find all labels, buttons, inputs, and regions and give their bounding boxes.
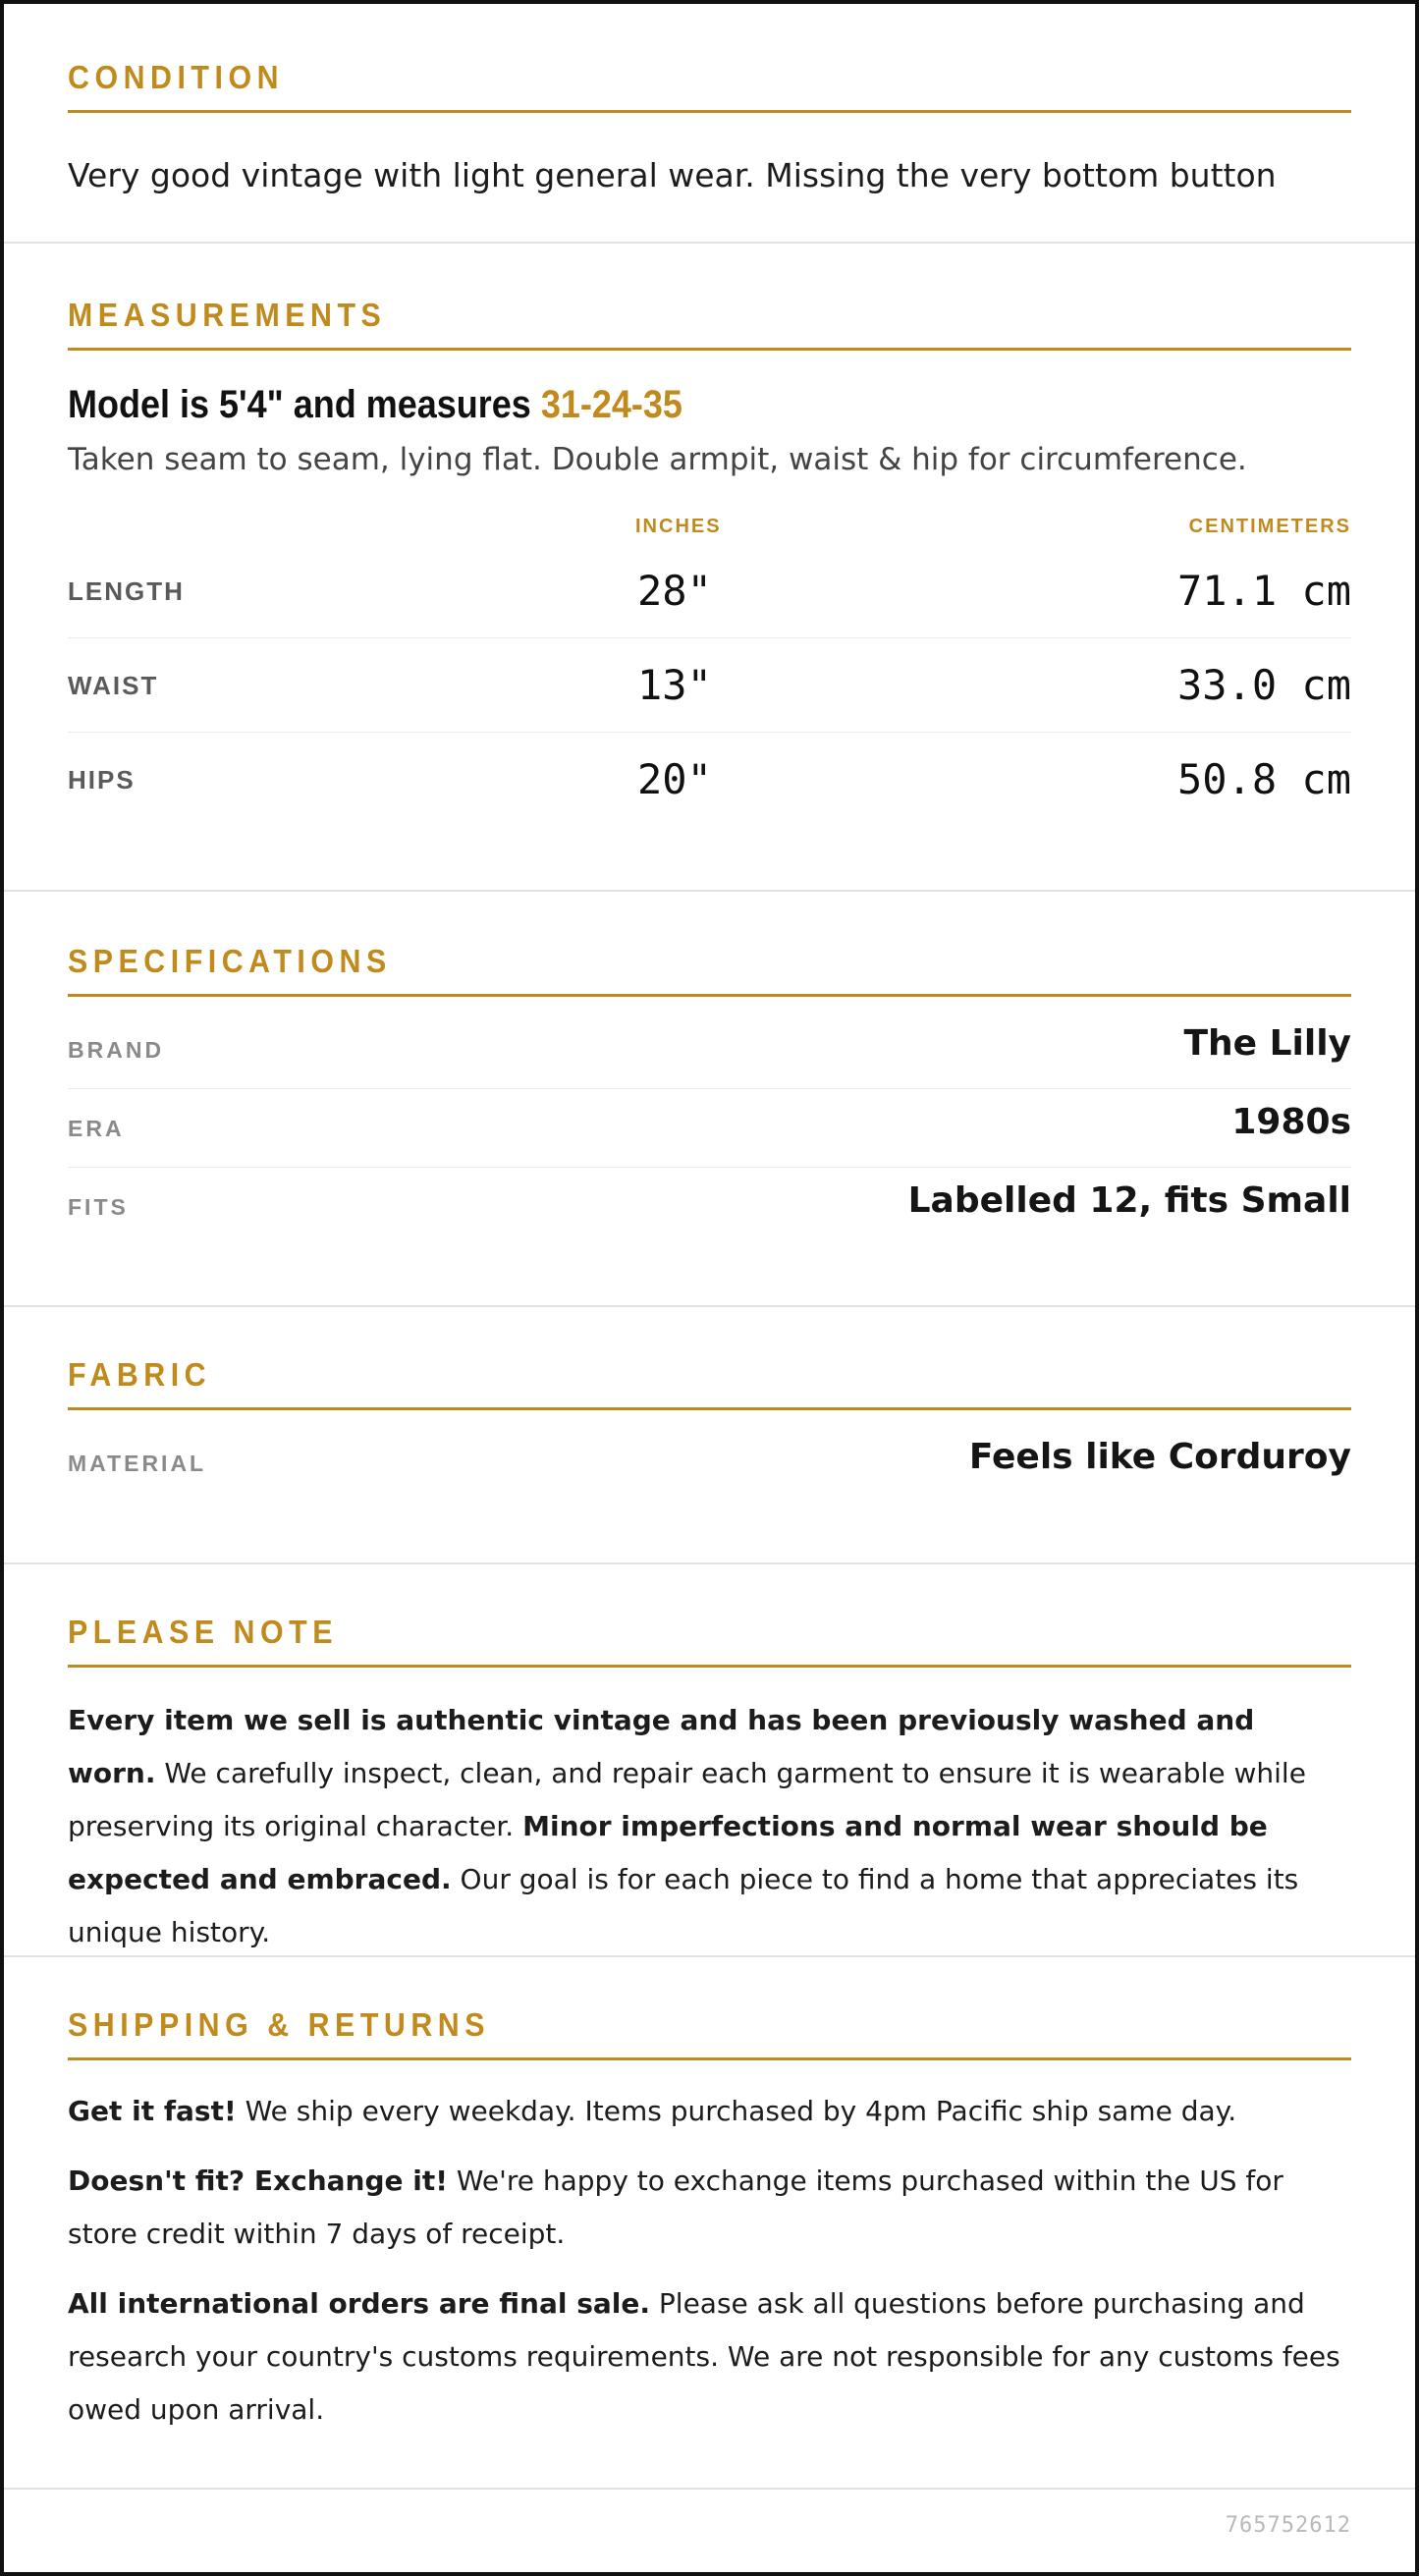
please-note-text <box>68 1694 1351 1959</box>
shipping-bold: Doesn't fit? Exchange it! <box>68 2165 448 2197</box>
spec-label: MATERIAL <box>68 1451 207 1476</box>
measurement-label: LENGTH <box>68 576 185 606</box>
measurement-cm: 71.1 cm <box>1176 567 1351 615</box>
measurement-inches: 28" <box>637 567 712 615</box>
fabric-section <box>4 1307 1415 1564</box>
specifications-section <box>4 892 1415 1307</box>
measurement-label: HIPS <box>68 765 136 795</box>
shipping-paragraph-exchange <box>68 2155 1351 2261</box>
spec-row-fits <box>68 1167 1351 1245</box>
please-note-rule <box>68 1665 1351 1668</box>
model-prefix: Model is 5'4" and measures <box>68 383 541 426</box>
model-measures: 31-24-35 <box>540 383 682 426</box>
inches-column-header: INCHES <box>635 516 722 537</box>
measurement-row-length <box>68 543 1351 638</box>
spec-label: FITS <box>68 1194 129 1220</box>
measurements-note: Taken seam to seam, lying flat. Double armpit, waist & hip for circumference. <box>68 442 1247 477</box>
spec-row-brand <box>68 1010 1351 1089</box>
spec-value: 1980s <box>1231 1102 1351 1142</box>
please-note-heading: PLEASE NOTE <box>68 1614 338 1650</box>
fabric-rule <box>68 1407 1351 1410</box>
please-note-section <box>4 1564 1415 1957</box>
spec-label: ERA <box>68 1116 125 1141</box>
condition-section <box>4 4 1415 244</box>
condition-text: Very good vintage with light general wear. Missing the very bottom button <box>68 156 1277 194</box>
measurement-row-hips <box>68 732 1351 826</box>
spec-value: Labelled 12, fits Small <box>907 1180 1351 1221</box>
please-note-text-2: Our goal is for each piece to find a home that appreciates its unique history. <box>68 1863 1299 1948</box>
shipping-bold: Get it fast! <box>68 2095 237 2127</box>
spec-value: The Lilly <box>1183 1023 1351 1064</box>
spec-label: BRAND <box>68 1037 165 1063</box>
please-note-bold-1: Every item we sell is authentic vintage and has been previously washed and worn. <box>68 1704 1255 1789</box>
please-note-text-1: We carefully inspect, clean, and repair each garment to ensure it is wearable while preserving its original character. <box>68 1757 1306 1842</box>
shipping-bold: All international orders are final sale. <box>68 2287 651 2320</box>
footer <box>4 2490 1415 2568</box>
measurement-row-waist <box>68 637 1351 733</box>
measurement-cm: 33.0 cm <box>1176 661 1351 709</box>
shipping-text: We ship every weekday. Items purchased by 4pm Pacific ship same day. <box>236 2095 1237 2127</box>
measurement-label: WAIST <box>68 671 159 700</box>
shipping-rule <box>68 2057 1351 2060</box>
shipping-paragraphs <box>68 2085 1351 2437</box>
shipping-paragraph-fast <box>68 2085 1351 2138</box>
fabric-heading: FABRIC <box>68 1356 212 1393</box>
spec-row-material <box>68 1423 1351 1502</box>
model-info <box>68 383 682 427</box>
measurements-table <box>68 516 1351 810</box>
condition-heading: CONDITION <box>68 59 285 95</box>
measurement-inches: 13" <box>637 661 712 709</box>
specifications-heading: SPECIFICATIONS <box>68 943 392 979</box>
specifications-rule <box>68 994 1351 997</box>
spec-value: Feels like Corduroy <box>968 1437 1351 1477</box>
cm-column-header: CENTIMETERS <box>1188 516 1351 537</box>
measurements-rule <box>68 348 1351 351</box>
shipping-section <box>4 1957 1415 2490</box>
condition-rule <box>68 110 1351 113</box>
measurement-cm: 50.8 cm <box>1176 755 1351 803</box>
measurements-section <box>4 244 1415 892</box>
measurement-inches: 20" <box>637 755 712 803</box>
please-note-bold-2: Minor imperfections and normal wear should be expected and embraced. <box>68 1810 1268 1895</box>
shipping-text: We're happy to exchange items purchased within the US for store credit within 7 days of receipt. <box>68 2165 1283 2250</box>
measurements-heading: MEASUREMENTS <box>68 297 387 333</box>
shipping-heading: SHIPPING & RETURNS <box>68 2006 490 2043</box>
spec-row-era <box>68 1088 1351 1168</box>
shipping-text: Please ask all questions before purchasing and research your country's customs requirements. We are not responsible for any customs fees owed upon arrival. <box>68 2287 1340 2426</box>
product-id: 765752612 <box>1225 2513 1351 2538</box>
shipping-paragraph-international <box>68 2277 1351 2437</box>
